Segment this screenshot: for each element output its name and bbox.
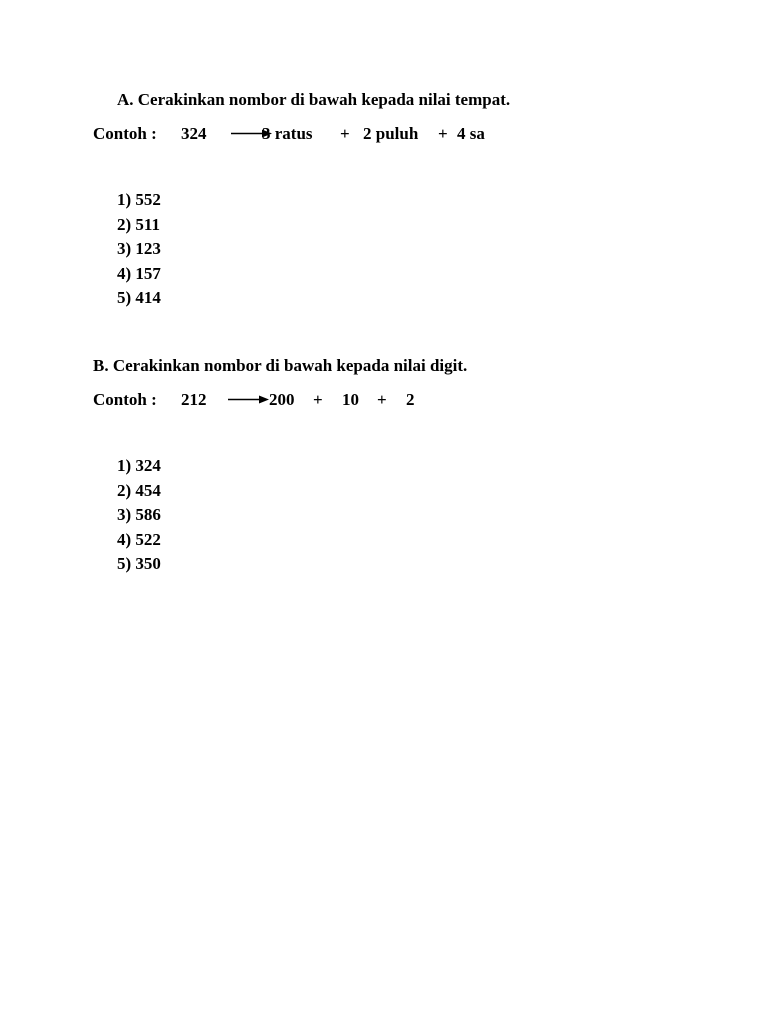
example-op-2: + — [377, 390, 387, 409]
list-item: 1) 324 — [117, 456, 161, 475]
example-part-2: 2 puluh — [363, 124, 419, 143]
example-number: 212 — [181, 390, 207, 409]
example-op-1: + — [313, 390, 323, 409]
section-b-list — [117, 456, 161, 579]
section-b-heading: B. Cerakinkan nombor di bawah kepada nilai digit. — [93, 356, 468, 375]
list-item: 4) 522 — [117, 529, 161, 549]
section-a-list — [117, 190, 161, 313]
example-op-2: + — [438, 124, 448, 143]
list-item: 2) 454 — [117, 480, 161, 500]
example-label: Contoh : — [93, 124, 157, 143]
section-a-heading: A. Cerakinkan nombor di bawah kepada nilai tempat. — [117, 90, 511, 109]
example-part-1: 200 — [269, 390, 295, 409]
example-part-3: 4 sa — [457, 124, 485, 143]
list-item: 1) 552 — [117, 190, 161, 209]
list-item: 2) 511 — [117, 214, 160, 234]
list-item: 3) 586 — [117, 505, 161, 524]
arrow-right-icon — [227, 392, 271, 406]
list-item: 3) 123 — [117, 239, 161, 258]
example-op-1: + — [340, 124, 350, 143]
example-number: 324 — [181, 124, 207, 143]
list-item: 5) 350 — [117, 554, 161, 573]
list-item: 4) 157 — [117, 263, 161, 283]
example-label: Contoh : — [93, 390, 157, 409]
example-part-1: 3 ratus — [262, 124, 313, 143]
example-part-2: 10 — [342, 390, 359, 409]
example-part-3: 2 — [406, 390, 415, 409]
list-item: 5) 414 — [117, 288, 161, 307]
